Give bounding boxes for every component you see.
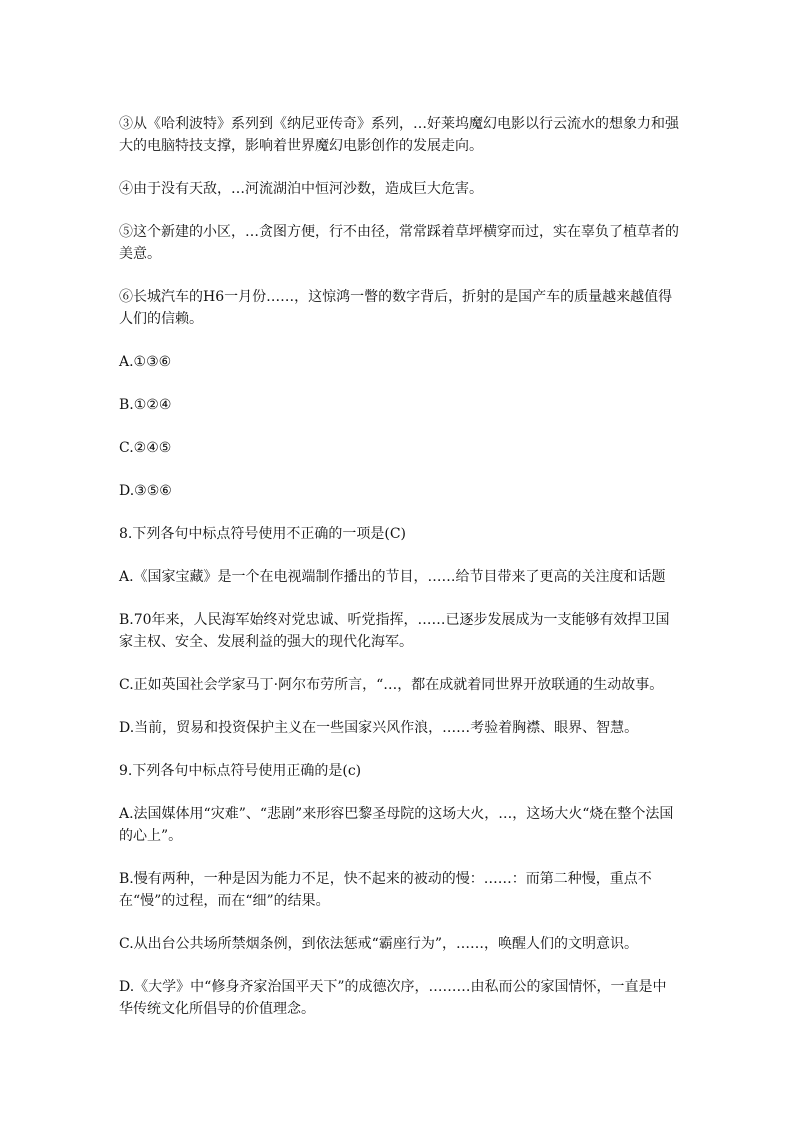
sentence-4: ④由于没有天敌，…河流湖泊中恒河沙数，造成巨大危害。 (119, 181, 483, 197)
q9-option-c: C.从出台公共场所禁烟条例，到依法惩戒“霸座行为”，……，唤醒人们的文明意识。 (119, 936, 638, 952)
q9-stem: 9.下列各句中标点符号使用正确的是(c) (119, 763, 362, 779)
q8-option-c: C.正如英国社会学家马丁·阿尔布劳所言，“…，都在成就着同世界开放联通的生动故事。 (119, 677, 664, 693)
sentence-6: ⑥长城汽车的H6一月份……，这惊鸿一瞥的数字背后，折射的是国产车的质量越来越值得人们的信赖。 (119, 289, 673, 327)
q7-option-b: B.①②④ (119, 397, 172, 413)
q7-option-c: C.②④⑤ (119, 440, 172, 456)
q7-option-a: A.①③⑥ (119, 354, 172, 370)
q8-option-d: D.当前，贸易和投资保护主义在一些国家兴风作浪，……考验着胸襟、眼界、智慧。 (119, 720, 639, 736)
q9-option-b: B.慢有两种，一种是因为能力不足，快不起来的被动的慢：……：而第二种慢，重点不在“慢”的过程，而在“细”的结果。 (119, 871, 652, 909)
q9-option-a: A.法国媒体用“灾难”、“悲剧”来形容巴黎圣母院的这场大火，…，这场大火“烧在整个法国的心上”。 (119, 806, 674, 844)
q8-stem: 8.下列各句中标点符号使用不正确的一项是(C) (119, 526, 406, 542)
q8-option-b: B.70年来，人民海军始终对党忠诚、听党指挥，……已逐步发展成为一支能够有效捍卫国家主权、安全、发展利益的强大的现代化海军。 (119, 612, 670, 650)
q7-option-d: D.③⑤⑥ (119, 483, 172, 499)
q8-option-a: A.《国家宝藏》是一个在电视端制作播出的节目，……给节目带来了更高的关注度和话题 (119, 569, 666, 585)
sentence-3: ③从《哈利波特》系列到《纳尼亚传奇》系列，…好莱坞魔幻电影以行云流水的想象力和强大的电脑特技支撑，影响着世界魔幻电影创作的发展走向。 (119, 116, 679, 154)
sentence-5: ⑤这个新建的小区，…贪图方便，行不由径，常常踩着草坪横穿而过，实在辜负了植草者的美意。 (119, 224, 679, 262)
q9-option-d: D.《大学》中“修身齐家治国平天下”的成德次序，………由私而公的家国情怀，一直是中华传统文化所倡导的价值理念。 (119, 979, 667, 1017)
document-content (119, 113, 679, 1041)
